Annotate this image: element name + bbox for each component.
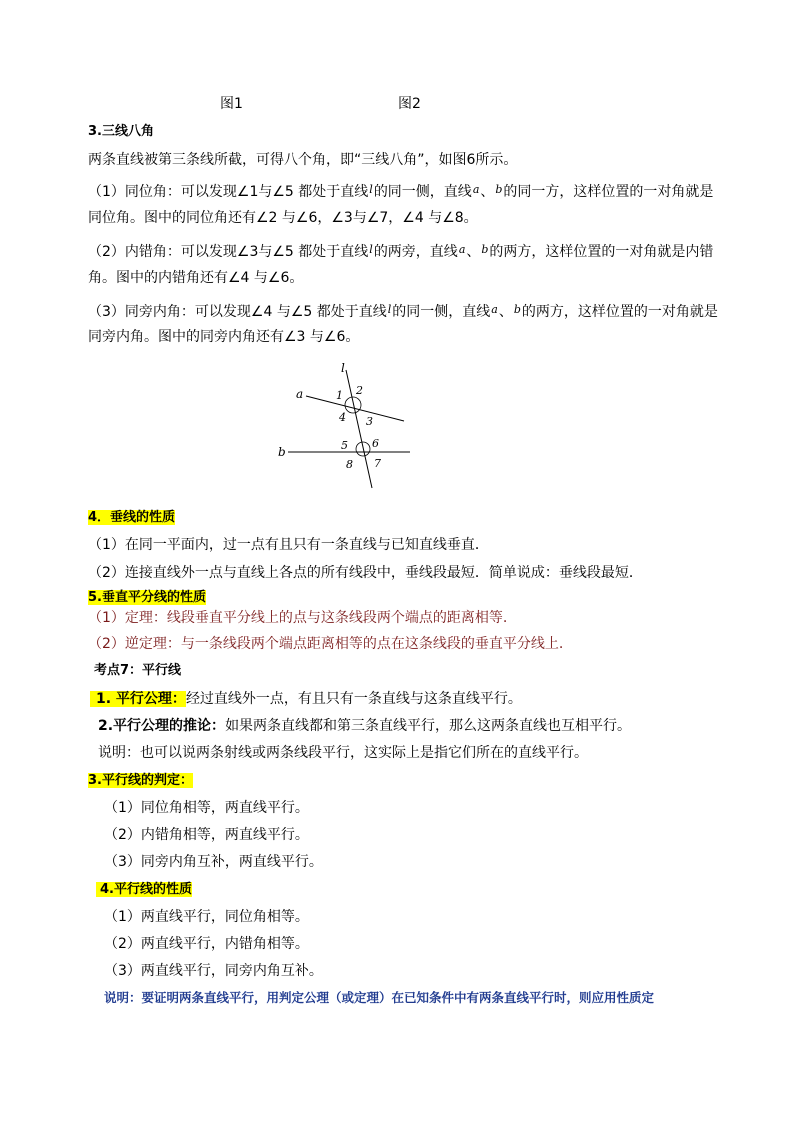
section-4-heading: 4．垂线的性质 (88, 510, 176, 525)
parallel-properties-item-1: （1）两直线平行，同位角相等。 (104, 909, 309, 925)
parallel-axiom: 1. 平行公理：经过直线外一点，有且只有一条直线与这条直线平行。 (90, 689, 522, 709)
parallel-properties-item-2: （2）两直线平行，内错角相等。 (104, 936, 309, 952)
three-lines-eight-angles-diagram (270, 360, 420, 490)
final-note: 说明：要证明两条直线平行，用判定公理（或定理）在已知条件中有两条直线平行时，则应用性质定 (104, 990, 655, 1005)
angle-8: 8 (346, 458, 353, 471)
label-l: l (341, 361, 345, 375)
line-a (306, 396, 404, 421)
parallel-note: 说明：也可以说两条射线或两条线段平行，这实际上是指它们所在的直线平行。 (98, 745, 588, 761)
angle-3: 3 (366, 415, 373, 428)
var-a: a (458, 243, 466, 256)
var-a: a (472, 183, 480, 196)
tongwei-line-1: （1）同位角：可以发现∠1与∠5 都处于直线$^l$的同一侧，直线$^a$、$^b$的同一方，这样位置的一对角就是 (88, 183, 714, 200)
neicuo-line-1: （2）内错角：可以发现∠3与∠5 都处于直线$^l$的两旁，直线$^a$、$^b$的两方，这样位置的一对角就是内错 (88, 243, 714, 260)
figure-2-label: 图2 (398, 96, 421, 112)
section-5-theorem: （1）定理：线段垂直平分线上的点与这条线段两个端点的距离相等. (88, 610, 508, 626)
tongwei-line-2: 同位角。图中的同位角还有∠2 与∠6，∠3与∠7，∠4 与∠8。 (88, 210, 478, 226)
section-3-heading: 3.三线八角 (88, 124, 154, 139)
tongpang-line-2: 同旁内角。图中的同旁内角还有∠3 与∠6。 (88, 329, 360, 345)
parallel-axiom-label: 1. 平行公理： (90, 691, 186, 707)
parallel-properties-item-3: （3）两直线平行，同旁内角互补。 (104, 963, 323, 979)
section-4-item-1: （1）在同一平面内，过一点有且只有一条直线与已知直线垂直． (88, 537, 489, 553)
var-b: b (513, 303, 521, 316)
angle-1: 1 (336, 389, 343, 402)
parallel-axiom-corollary: 2.平行公理的推论：如果两条直线都和第三条直线平行，那么这两条直线也互相平行。 (98, 718, 632, 734)
figure-1-label: 图1 (220, 96, 243, 112)
parallel-criteria-item-1: （1）同位角相等，两直线平行。 (104, 800, 309, 816)
parallel-criteria-item-2: （2）内错角相等，两直线平行。 (104, 827, 309, 843)
angle-5: 5 (341, 439, 348, 452)
label-b: b (278, 445, 286, 459)
section-4-item-2: （2）连接直线外一点与直线上各点的所有线段中，垂线段最短．简单说成：垂线段最短． (88, 565, 643, 581)
var-l: l (369, 183, 373, 196)
var-b: b (495, 183, 503, 196)
section-3-intro: 两条直线被第三条线所截，可得八个角，即“三线八角”，如图6所示。 (88, 152, 518, 168)
kaodian-7-heading: 考点7：平行线 (94, 663, 182, 678)
parallel-properties-heading: 4.平行线的性质 (96, 880, 192, 900)
angle-4: 4 (339, 411, 346, 424)
var-a: a (491, 303, 498, 316)
parallel-criteria-heading: 3.平行线的判定： (88, 773, 193, 788)
parallel-criteria-item-3: （3）同旁内角互补，两直线平行。 (104, 854, 323, 870)
section-5-converse: （2）逆定理：与一条线段两个端点距离相等的点在这条线段的垂直平分线上. (88, 636, 564, 652)
section-5-heading: 5.垂直平分线的性质 (88, 590, 206, 605)
angle-7: 7 (374, 457, 381, 470)
angle-6: 6 (372, 437, 379, 450)
tongpang-line-1: （3）同旁内角：可以发现∠4 与∠5 都处于直线$^l$的同一侧，直线$^a$、$^b$的两方，这样位置的一对角就是 (88, 303, 718, 320)
label-a: a (296, 387, 304, 401)
var-b: b (481, 243, 489, 256)
neicuo-line-2: 角。图中的内错角还有∠4 与∠6。 (88, 270, 304, 286)
var-l: l (387, 303, 392, 316)
angle-2: 2 (356, 384, 363, 397)
var-l: l (369, 243, 373, 256)
